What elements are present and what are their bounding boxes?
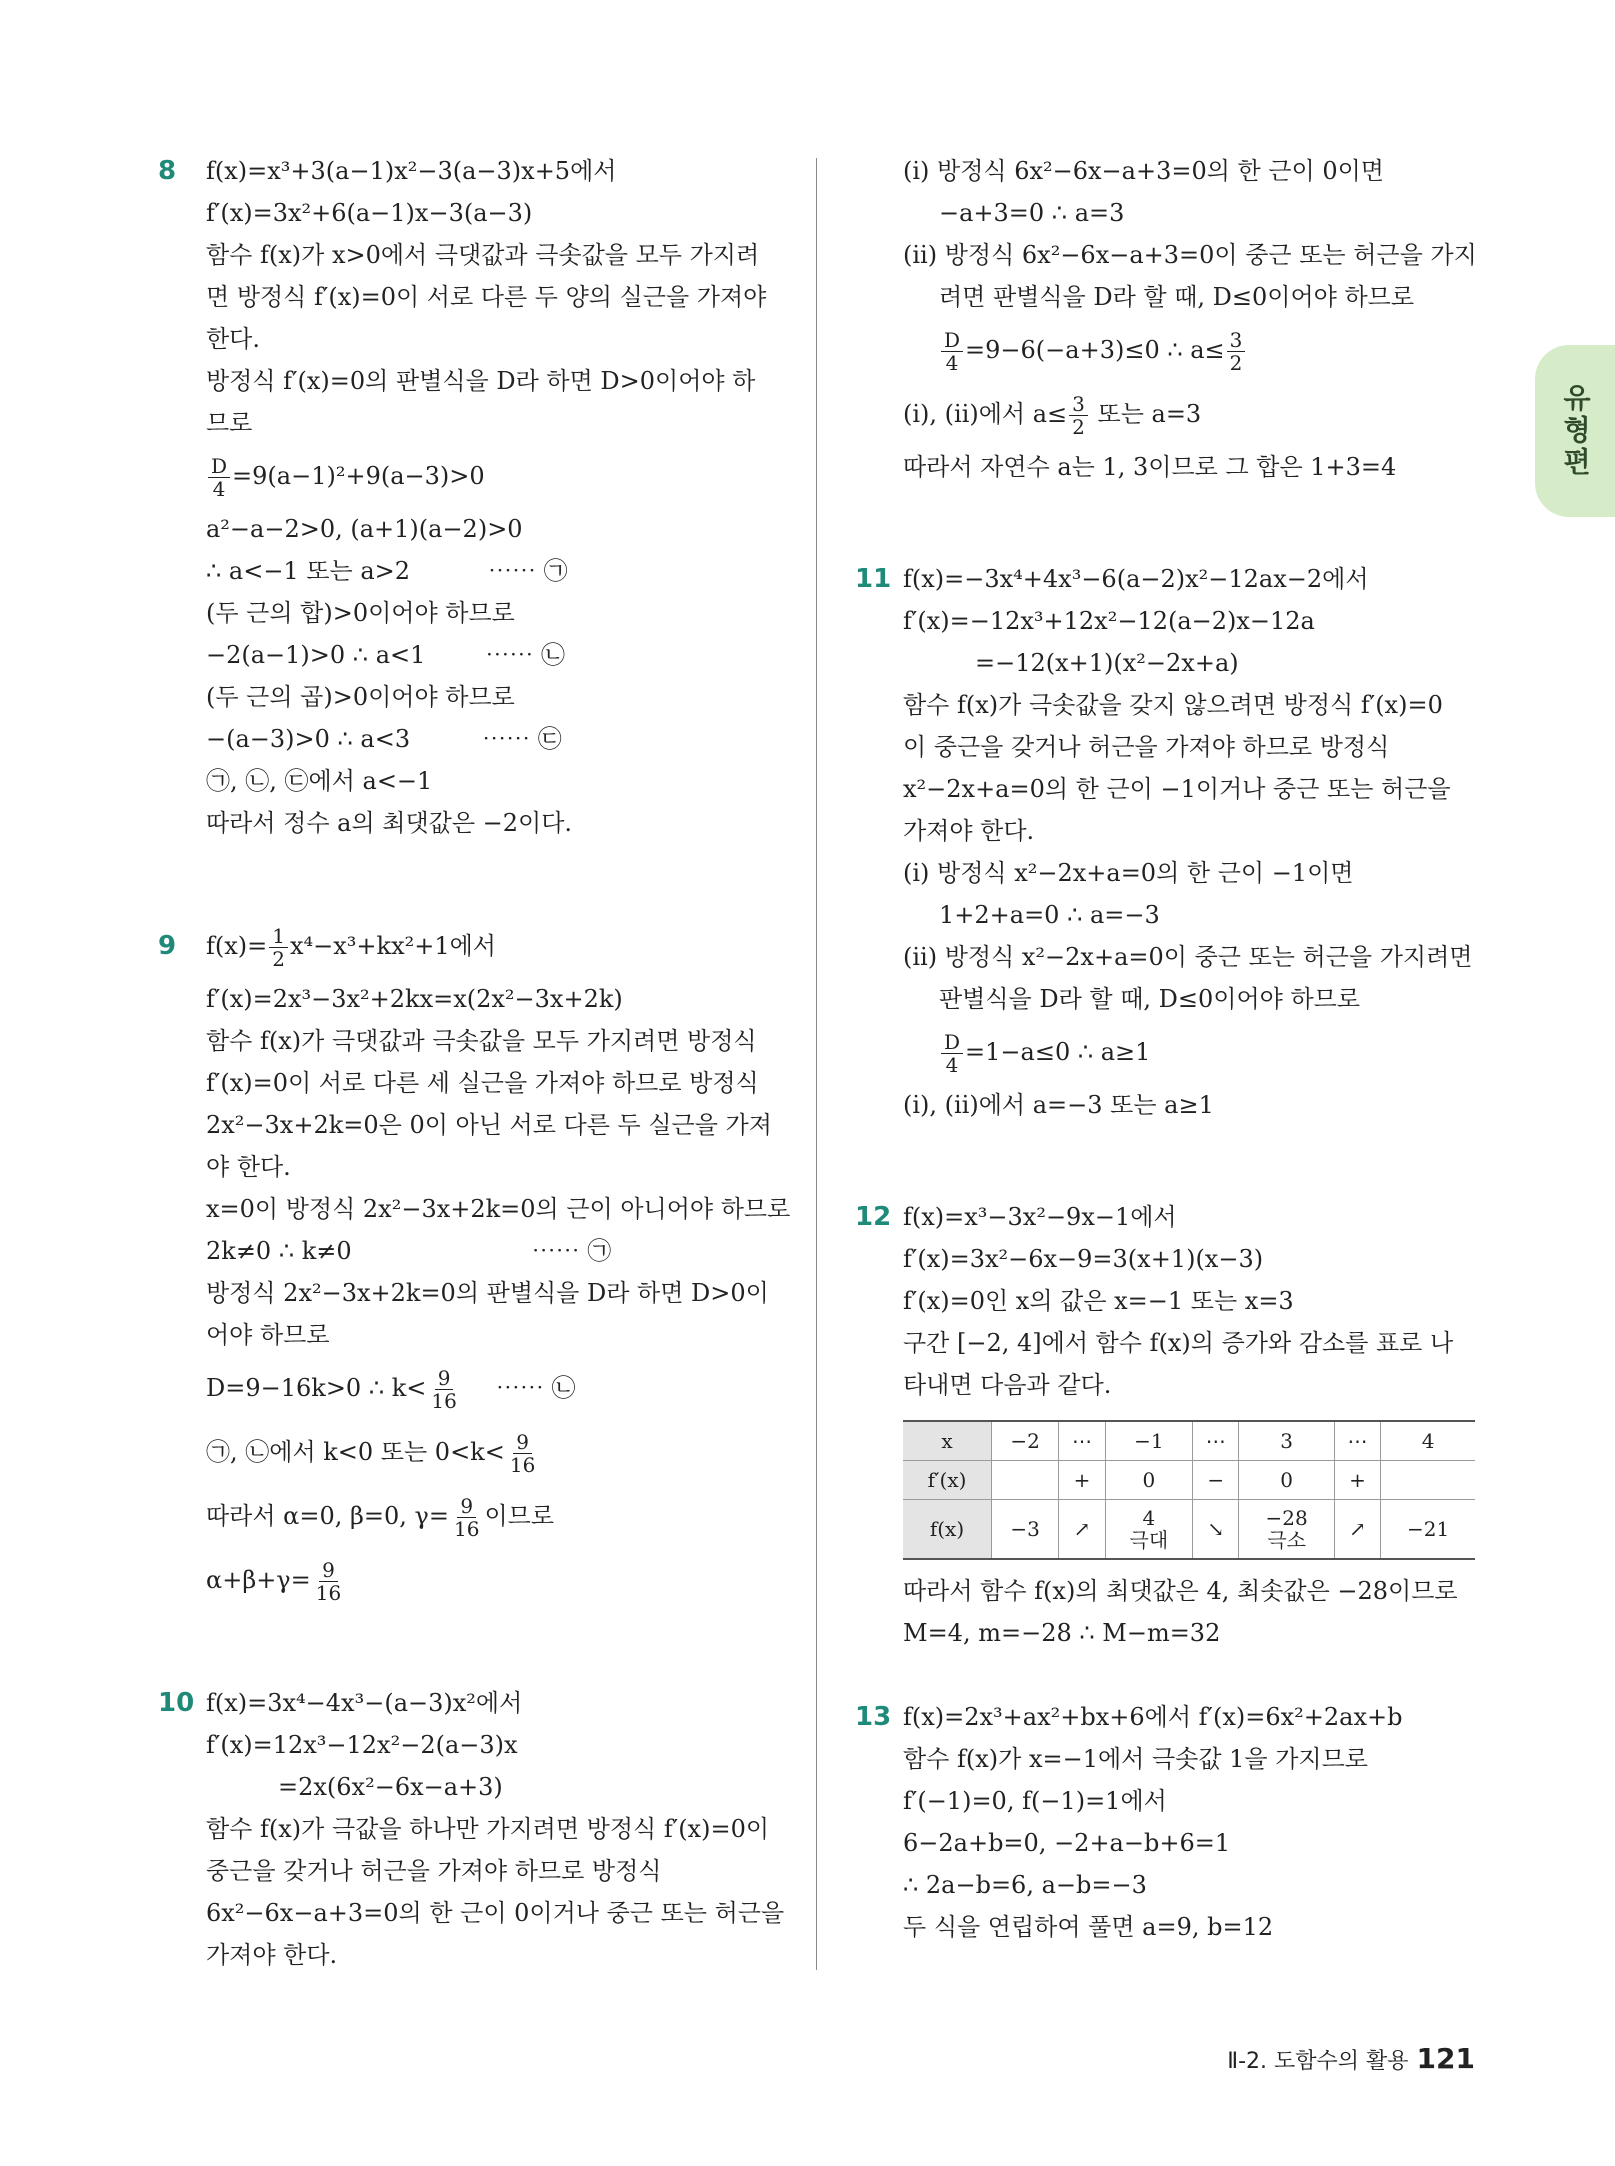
table-cell: 3 bbox=[1239, 1421, 1334, 1461]
text-line: ∴ 2a−b=6, a−b=−3 bbox=[903, 1871, 1147, 1899]
table-header-cell: f(x) bbox=[903, 1500, 992, 1560]
equation-marker: ⋯⋯ ㉠ bbox=[488, 557, 568, 585]
problem-8 bbox=[158, 150, 788, 844]
fraction bbox=[941, 1031, 963, 1076]
text-span: D=9−16k>0 ∴ k< bbox=[206, 1374, 427, 1402]
problem-10-continued bbox=[855, 150, 1485, 488]
fraction-line bbox=[206, 1548, 788, 1612]
page-number: 121 bbox=[1416, 2042, 1475, 2075]
text-line: (ⅰ), (ⅱ)에서 a=−3 또는 a≥1 bbox=[903, 1091, 1214, 1119]
text-line: f′(−1)=0, f(−1)=1에서 bbox=[903, 1787, 1167, 1815]
table-header-cell: f′(x) bbox=[903, 1461, 992, 1500]
fraction-line bbox=[206, 1484, 788, 1548]
text-line: 면 방정식 f′(x)=0이 서로 다른 두 양의 실근을 가져야 bbox=[206, 283, 767, 311]
fraction bbox=[507, 1431, 538, 1476]
text-line: (ⅰ) 방정식 x²−2x+a=0의 한 근이 −1이면 bbox=[903, 859, 1354, 887]
text-line: x=0이 방정식 2x²−3x+2k=0의 근이 아니어야 하므로 bbox=[206, 1195, 791, 1223]
text-line: f′(x)=3x²+6(a−1)x−3(a−3) bbox=[206, 199, 533, 227]
table-cell: ↘ bbox=[1193, 1500, 1239, 1560]
text-line: 6x²−6x−a+3=0의 한 근이 0이거나 중근 또는 허근을 bbox=[206, 1899, 785, 1927]
text-line: a²−a−2>0, (a+1)(a−2)>0 bbox=[206, 515, 523, 543]
fraction bbox=[269, 925, 288, 970]
text-line: f(x)=x³−3x²−9x−1에서 bbox=[903, 1203, 1177, 1231]
fraction-numerator: 3 bbox=[1227, 329, 1246, 352]
table-cell: ⋯ bbox=[1059, 1421, 1105, 1461]
problem-12 bbox=[855, 1196, 1485, 1654]
increase-decrease-table bbox=[903, 1420, 1475, 1560]
text-line: ㉠, ㉡, ㉢에서 a<−1 bbox=[206, 767, 433, 795]
fraction-line bbox=[206, 444, 788, 508]
text-span: =9(a−1)²+9(a−3)>0 bbox=[232, 462, 485, 490]
fraction-line bbox=[206, 914, 788, 978]
text-line: f′(x)=−12x³+12x²−12(a−2)x−12a bbox=[903, 607, 1315, 635]
table-cell: + bbox=[1059, 1461, 1105, 1500]
fraction-numerator: 3 bbox=[1069, 393, 1088, 416]
table-cell: −1 bbox=[1105, 1421, 1192, 1461]
table-row bbox=[903, 1421, 1475, 1461]
fraction-denominator: 2 bbox=[272, 947, 285, 971]
side-tab-label: 유형편 bbox=[1559, 383, 1592, 479]
fraction-numerator: D bbox=[941, 329, 963, 352]
fraction bbox=[1227, 329, 1246, 374]
table-cell: ⋯ bbox=[1334, 1421, 1380, 1461]
fraction bbox=[208, 455, 230, 500]
problem-number: 10 bbox=[158, 1688, 195, 1718]
text-line: f′(x)=0인 x의 값은 x=−1 또는 x=3 bbox=[903, 1287, 1294, 1315]
text-line: f(x)=x³+3(a−1)x²−3(a−3)x+5에서 bbox=[206, 157, 617, 185]
text-line: x²−2x+a=0의 한 근이 −1이거나 중근 또는 허근을 bbox=[903, 775, 1451, 803]
table-cell bbox=[1105, 1500, 1192, 1560]
text-line: 함수 f(x)가 극솟값을 갖지 않으려면 방정식 f′(x)=0 bbox=[903, 691, 1443, 719]
fraction-numerator: 9 bbox=[513, 1431, 532, 1454]
fraction bbox=[451, 1495, 482, 1540]
equation-marker: ⋯⋯ ㉠ bbox=[531, 1237, 612, 1265]
text-line bbox=[206, 718, 788, 760]
column-divider bbox=[816, 158, 817, 1970]
text-line: 려면 판별식을 D라 할 때, D≤0이어야 하므로 bbox=[939, 283, 1415, 311]
problem-number: 9 bbox=[158, 931, 177, 961]
problem-number: 13 bbox=[855, 1702, 892, 1732]
left-column bbox=[158, 150, 791, 1976]
text-span: (ⅰ), (ⅱ)에서 a≤ bbox=[903, 400, 1068, 428]
text-span: ㉠, ㉡에서 k<0 또는 0<k< bbox=[206, 1438, 505, 1466]
fraction-line bbox=[903, 382, 1485, 446]
text-line: 타내면 다음과 같다. bbox=[903, 1371, 1112, 1399]
text-line: (두 근의 곱)>0이어야 하므로 bbox=[206, 683, 515, 711]
table-cell: −2 bbox=[992, 1421, 1059, 1461]
equation-marker: ⋯⋯ ㉡ bbox=[485, 641, 566, 669]
fraction-numerator: 9 bbox=[457, 1495, 476, 1518]
fraction-denominator: 4 bbox=[945, 1053, 959, 1077]
right-column bbox=[855, 150, 1485, 1948]
text-line: 므로 bbox=[206, 409, 253, 437]
table-cell: − bbox=[1193, 1461, 1239, 1500]
cell-value: −28 bbox=[1265, 1506, 1308, 1530]
table-cell: −21 bbox=[1381, 1500, 1475, 1560]
text-line: 중근을 갖거나 허근을 가져야 하므로 방정식 bbox=[206, 1857, 662, 1885]
text-span: f(x)= bbox=[206, 932, 268, 960]
fraction bbox=[1069, 393, 1088, 438]
fraction-denominator: 4 bbox=[945, 351, 959, 375]
text-line: 6−2a+b=0, −2+a−b+6=1 bbox=[903, 1829, 1231, 1857]
text-line: (ⅱ) 방정식 6x²−6x−a+3=0이 중근 또는 허근을 가지 bbox=[903, 241, 1477, 269]
text-span: −(a−3)>0 ∴ a<3 bbox=[206, 725, 411, 753]
text-line: 함수 f(x)가 극값을 하나만 가지려면 방정식 f′(x)=0이 bbox=[206, 1815, 770, 1843]
text-line: 한다. bbox=[206, 325, 260, 353]
text-line: f(x)=2x³+ax²+bx+6에서 f′(x)=6x²+2ax+b bbox=[903, 1703, 1403, 1731]
fraction-denominator: 16 bbox=[315, 1581, 342, 1605]
text-line: M=4, m=−28 ∴ M−m=32 bbox=[903, 1619, 1221, 1647]
section-label: Ⅱ-2. 도함수의 활용 bbox=[1227, 2049, 1409, 2074]
fraction-numerator: D bbox=[941, 1031, 963, 1054]
fraction-denominator: 2 bbox=[1072, 415, 1085, 439]
table-cell bbox=[992, 1461, 1059, 1500]
problem-number: 11 bbox=[855, 564, 892, 594]
text-line: 가져야 한다. bbox=[206, 1941, 338, 1969]
text-line: 함수 f(x)가 극댓값과 극솟값을 모두 가지려면 방정식 bbox=[206, 1027, 757, 1055]
problem-9 bbox=[158, 914, 791, 1612]
text-line: 판별식을 D라 할 때, D≤0이어야 하므로 bbox=[939, 985, 1361, 1013]
local-min-label: 극소 bbox=[1267, 1528, 1306, 1552]
text-line bbox=[206, 1230, 788, 1272]
text-line: (두 근의 합)>0이어야 하므로 bbox=[206, 599, 515, 627]
text-line: (ⅱ) 방정식 x²−2x+a=0이 중근 또는 허근을 가지려면 bbox=[903, 943, 1473, 971]
fraction-denominator: 4 bbox=[212, 477, 226, 501]
problem-number: 8 bbox=[158, 156, 177, 186]
problem-10 bbox=[158, 1682, 788, 1976]
table-cell: 0 bbox=[1105, 1461, 1192, 1500]
text-line bbox=[206, 550, 788, 592]
text-line: 두 식을 연립하여 풀면 a=9, b=12 bbox=[903, 1913, 1274, 1941]
table-cell: −3 bbox=[992, 1500, 1059, 1560]
table-cell: 4 bbox=[1381, 1421, 1475, 1461]
text-line: 1+2+a=0 ∴ a=−3 bbox=[939, 901, 1160, 929]
text-line: 야 한다. bbox=[206, 1153, 291, 1181]
table-row bbox=[903, 1461, 1475, 1500]
table-cell: + bbox=[1334, 1461, 1380, 1500]
fraction-numerator: D bbox=[208, 455, 230, 478]
fraction-line bbox=[903, 318, 1485, 382]
text-line: =−12(x+1)(x²−2x+a) bbox=[975, 649, 1239, 677]
equation-marker: ⋯⋯ ㉢ bbox=[482, 725, 562, 753]
text-line: 따라서 자연수 a는 1, 3이므로 그 합은 1+3=4 bbox=[903, 453, 1397, 481]
text-line: 따라서 정수 a의 최댓값은 −2이다. bbox=[206, 809, 573, 837]
text-span: 이므로 bbox=[484, 1502, 555, 1530]
fraction bbox=[941, 329, 963, 374]
table-cell: 0 bbox=[1239, 1461, 1334, 1500]
text-span: =9−6(−a+3)≤0 ∴ a≤ bbox=[965, 336, 1225, 364]
local-max-label: 극대 bbox=[1129, 1528, 1169, 1552]
text-line: 이 중근을 갖거나 허근을 가져야 하므로 방정식 bbox=[903, 733, 1390, 761]
cell-value: 4 bbox=[1142, 1506, 1156, 1530]
text-line: 방정식 f′(x)=0의 판별식을 D라 하면 D>0이어야 하 bbox=[206, 367, 756, 395]
text-line: 방정식 2x²−3x+2k=0의 판별식을 D라 하면 D>0이 bbox=[206, 1279, 769, 1307]
text-line: f′(x)=12x³−12x²−2(a−3)x bbox=[206, 1731, 518, 1759]
text-span: =1−a≤0 ∴ a≥1 bbox=[965, 1038, 1151, 1066]
text-line: −a+3=0 ∴ a=3 bbox=[939, 199, 1125, 227]
text-line: 함수 f(x)가 x=−1에서 극솟값 1을 가지므로 bbox=[903, 1745, 1368, 1773]
table-cell bbox=[1239, 1500, 1334, 1560]
text-line: f(x)=−3x⁴+4x³−6(a−2)x²−12ax−2에서 bbox=[903, 565, 1369, 593]
fraction-numerator: 9 bbox=[435, 1367, 454, 1390]
side-section-tab bbox=[1535, 345, 1615, 517]
text-line: f′(x)=2x³−3x²+2kx=x(2x²−3x+2k) bbox=[206, 985, 623, 1013]
text-line: (ⅰ) 방정식 6x²−6x−a+3=0의 한 근이 0이면 bbox=[903, 157, 1384, 185]
table-cell: ↗ bbox=[1334, 1500, 1380, 1560]
equation-marker: ⋯⋯ ㉡ bbox=[495, 1374, 576, 1402]
fraction-line bbox=[206, 1356, 788, 1420]
fraction bbox=[313, 1559, 344, 1604]
fraction-line bbox=[206, 1420, 788, 1484]
text-span: 따라서 α=0, β=0, γ= bbox=[206, 1502, 449, 1530]
problem-number: 12 bbox=[855, 1202, 892, 1232]
fraction-denominator: 16 bbox=[454, 1517, 480, 1541]
text-line: 구간 [−2, 4]에서 함수 f(x)의 증가와 감소를 표로 나 bbox=[903, 1329, 1454, 1357]
text-line: 2x²−3x+2k=0은 0이 아닌 서로 다른 두 실근을 가져 bbox=[206, 1111, 772, 1139]
text-span: ∴ a<−1 또는 a>2 bbox=[206, 557, 411, 585]
text-span: −2(a−1)>0 ∴ a<1 bbox=[206, 641, 426, 669]
fraction bbox=[428, 1367, 459, 1412]
table-cell bbox=[1381, 1461, 1475, 1500]
text-span: 또는 a=3 bbox=[1089, 400, 1202, 428]
table-header-cell: x bbox=[903, 1421, 992, 1461]
fraction-line bbox=[903, 1020, 1485, 1084]
text-span: 2k≠0 ∴ k≠0 bbox=[206, 1237, 352, 1265]
table-cell: ⋯ bbox=[1193, 1421, 1239, 1461]
fraction-denominator: 16 bbox=[509, 1453, 536, 1477]
text-line: f(x)=3x⁴−4x³−(a−3)x²에서 bbox=[206, 1689, 523, 1717]
text-span: α+β+γ= bbox=[206, 1566, 311, 1594]
text-span: x⁴−x³+kx²+1에서 bbox=[290, 932, 496, 960]
table-row bbox=[903, 1500, 1475, 1560]
text-line: 따라서 함수 f(x)의 최댓값은 4, 최솟값은 −28이므로 bbox=[903, 1577, 1458, 1605]
fraction-numerator: 9 bbox=[319, 1559, 338, 1582]
text-line bbox=[206, 634, 788, 676]
text-line: f′(x)=3x²−6x−9=3(x+1)(x−3) bbox=[903, 1245, 1264, 1273]
problem-11 bbox=[855, 558, 1485, 1126]
table-cell: ↗ bbox=[1059, 1500, 1105, 1560]
fraction-denominator: 16 bbox=[431, 1389, 457, 1413]
fraction-numerator: 1 bbox=[269, 925, 288, 948]
page-footer bbox=[1227, 2042, 1475, 2075]
fraction-denominator: 2 bbox=[1229, 351, 1243, 375]
text-line: 어야 하므로 bbox=[206, 1321, 330, 1349]
problem-13 bbox=[855, 1696, 1485, 1948]
text-line: =2x(6x²−6x−a+3) bbox=[278, 1773, 503, 1801]
text-line: f′(x)=0이 서로 다른 세 실근을 가져야 하므로 방정식 bbox=[206, 1069, 759, 1097]
text-line: 함수 f(x)가 x>0에서 극댓값과 극솟값을 모두 가지려 bbox=[206, 241, 760, 269]
text-line: 가져야 한다. bbox=[903, 817, 1035, 845]
